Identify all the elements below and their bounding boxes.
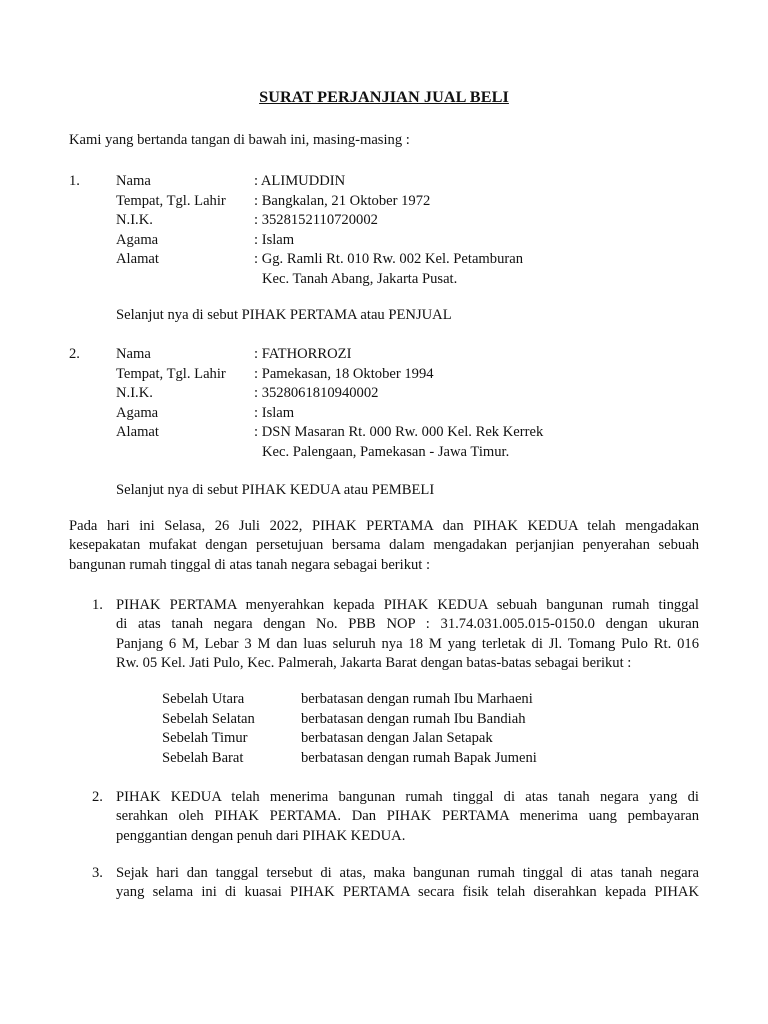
party-1-name-label: Nama [116, 173, 151, 189]
clause-1-number: 1. [92, 597, 103, 613]
clause-line: Sejak hari dan tanggal tersebut di atas, maka bangunan rumah tinggal di atas tanah negara [116, 865, 699, 881]
document-title: SURAT PERJANJIAN JUAL BELI [259, 88, 509, 106]
party-1-number: 1. [69, 173, 80, 189]
party-1-nik-label: N.I.K. [116, 212, 153, 228]
boundary-description: berbatasan dengan rumah Bapak Jumeni [301, 749, 537, 766]
party-1-birth-value: : Bangkalan, 21 Oktober 1972 [254, 192, 431, 209]
clause-line: Panjang 6 M, Lebar 3 M dan luas seluruh nya 18 M yang terletak di Jl. Tomang Pulo Rt. 016 [116, 635, 699, 652]
party-2-birth-value: : Pamekasan, 18 Oktober 1994 [254, 365, 434, 382]
clause-3-text [116, 864, 699, 903]
party-2-address-label: Alamat [116, 424, 159, 440]
party-1-designation: Selanjut nya di sebut PIHAK PERTAMA atau PENJUAL [116, 307, 452, 323]
clause-line: PIHAK PERTAMA menyerahkan kepada PIHAK KEDUA sebuah bangunan rumah tinggal [116, 597, 699, 613]
boundary-description: berbatasan dengan rumah Ibu Marhaeni [301, 691, 533, 707]
party-2-designation: Selanjut nya di sebut PIHAK KEDUA atau PEMBELI [116, 482, 435, 498]
party-2-religion-label: Agama [116, 404, 159, 421]
opening-line: bangunan rumah tinggal di atas tanah negara sebagai berikut : [69, 556, 431, 573]
party-2-religion-value: : Islam [254, 404, 295, 421]
boundary-direction: Sebelah Barat [162, 749, 244, 766]
opening-line: kesepakatan mufakat dengan persetujuan bersama dalam mengadakan perjanjian penyerahan sebuah [69, 537, 699, 554]
boundary-description: berbatasan dengan Jalan Setapak [301, 730, 493, 747]
intro-text: Kami yang bertanda tangan di bawah ini, masing-masing : [69, 132, 410, 148]
party-2-birth-label: Tempat, Tgl. Lahir [116, 365, 226, 382]
party-2-address-value-2: Kec. Palengaan, Pamekasan - Jawa Timur. [262, 443, 510, 460]
clause-line: di atas tanah negara dengan No. PBB NOP : 31.74.031.005.015-0150.0 dengan ukuran [116, 616, 699, 633]
clause-2-number: 2. [92, 789, 103, 805]
party-1-address-label: Alamat [116, 251, 159, 267]
clause-line: penggantian dengan penuh dari PIHAK KEDUA. [116, 827, 406, 844]
boundary-direction: Sebelah Selatan [162, 710, 255, 727]
clause-line: PIHAK KEDUA telah menerima bangunan rumah tinggal di atas tanah negara yang di [116, 789, 699, 805]
clause-3-number: 3. [92, 865, 103, 881]
boundary-direction: Sebelah Timur [162, 730, 248, 747]
party-2-name-label: Nama [116, 346, 151, 362]
clause-line: Rw. 05 Kel. Jati Pulo, Kec. Palmerah, Jakarta Barat dengan batas-batas sebagai berikut : [116, 655, 632, 672]
clause-line: serahkan oleh PIHAK PERTAMA. Dan PIHAK PERTAMA menerima uang pembayaran [116, 808, 699, 825]
boundary-direction: Sebelah Utara [162, 691, 245, 707]
party-2-nik-label: N.I.K. [116, 385, 153, 401]
party-2-address-value-1: : DSN Masaran Rt. 000 Rw. 000 Kel. Rek Kerrek [254, 424, 544, 440]
party-1-nik-value: : 3528152110720002 [254, 212, 378, 228]
clause-2-text [116, 788, 699, 846]
clause-line: yang selama ini di kuasai PIHAK PERTAMA secara fisik telah diserahkan kepada PIHAK [116, 884, 699, 901]
opening-line: Pada hari ini Selasa, 26 Juli 2022, PIHAK PERTAMA dan PIHAK KEDUA telah mengadakan [69, 518, 699, 534]
party-1-address-value-1: : Gg. Ramli Rt. 010 Rw. 002 Kel. Petamburan [254, 251, 524, 267]
opening-paragraph [69, 517, 699, 575]
party-2-name-value: : FATHORROZI [254, 346, 352, 362]
party-1-name-value: : ALIMUDDIN [254, 173, 346, 189]
party-1-religion-label: Agama [116, 231, 159, 248]
party-2-nik-value: : 3528061810940002 [254, 385, 379, 401]
party-1-address-value-2: Kec. Tanah Abang, Jakarta Pusat. [262, 270, 458, 287]
party-2-number: 2. [69, 346, 80, 362]
boundary-description: berbatasan dengan rumah Ibu Bandiah [301, 710, 526, 727]
clause-1-text [116, 596, 699, 674]
party-1-religion-value: : Islam [254, 231, 295, 248]
party-1-birth-label: Tempat, Tgl. Lahir [116, 192, 226, 209]
